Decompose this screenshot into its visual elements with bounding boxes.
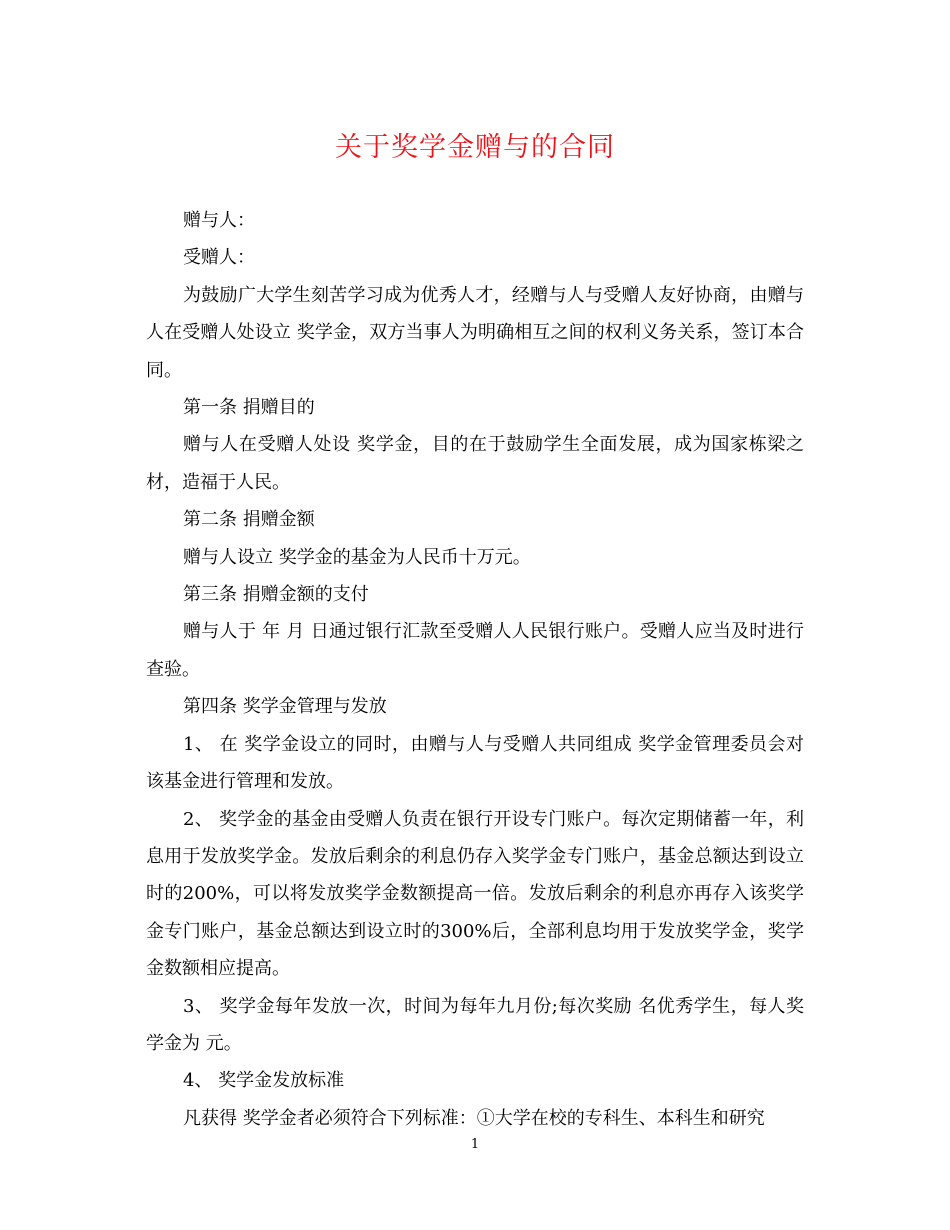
- paragraph-preamble: 为鼓励广大学生刻苦学习成为优秀人才，经赠与人与受赠人友好协商，由赠与人在受赠人处设立 奖学金，双方当事人为明确相互之间的权利义务关系，签订本合同。: [146, 284, 804, 381]
- page-number: 1: [470, 1137, 480, 1152]
- article-3-text: 赠与人于 年 月 日通过银行汇款至受赠人人民银行账户。受赠人应当及时进行查验。: [146, 621, 804, 680]
- article-4-clause-4: 4、 奖学金发放标准: [183, 1070, 345, 1092]
- document-title: 关于奖学金赠与的合同: [335, 132, 615, 163]
- document-body: [146, 202, 804, 1137]
- article-4-heading: 第四条 奖学金管理与发放: [183, 696, 387, 718]
- article-4-clause-3: 3、 奖学金每年发放一次，时间为每年九月份;每次奖励 名优秀学生，每人奖学金为 元。: [146, 995, 804, 1054]
- article-2-text: 赠与人设立 奖学金的基金为人民币十万元。: [183, 546, 531, 568]
- article-2-heading: 第二条 捐赠金额: [183, 509, 315, 531]
- article-4-criteria: 凡获得 奖学金者必须符合下列标准：①大学在校的专科生、本科生和研究: [183, 1107, 765, 1129]
- article-3-heading: 第三条 捐赠金额的支付: [183, 584, 369, 606]
- article-1-text: 赠与人在受赠人处设 奖学金，目的在于鼓励学生全面发展，成为国家栋梁之材，造福于人民。: [146, 434, 804, 493]
- article-4-clause-1: 1、 在 奖学金设立的同时，由赠与人与受赠人共同组成 奖学金管理委员会对该基金进行管理和发放。: [146, 733, 804, 793]
- article-1-heading: 第一条 捐赠目的: [183, 397, 315, 419]
- paragraph-donor: 赠与人：: [183, 210, 255, 231]
- article-4-clause-2: 2、 奖学金的基金由受赠人负责在银行开设专门账户。每次定期储蓄一年，利息用于发放奖学金。发放后剩余的利息仍存入奖学金专门账户，基金总额达到设立时的200%，可以将发放奖学金数额提高一倍。发放后剩余的利息亦再存入该奖学金专门账户，基金总额达到设立时的300%后，全部利息均用于发放奖学金，奖学金数额相应提高。: [146, 808, 804, 980]
- paragraph-donee: 受赠人：: [183, 247, 255, 269]
